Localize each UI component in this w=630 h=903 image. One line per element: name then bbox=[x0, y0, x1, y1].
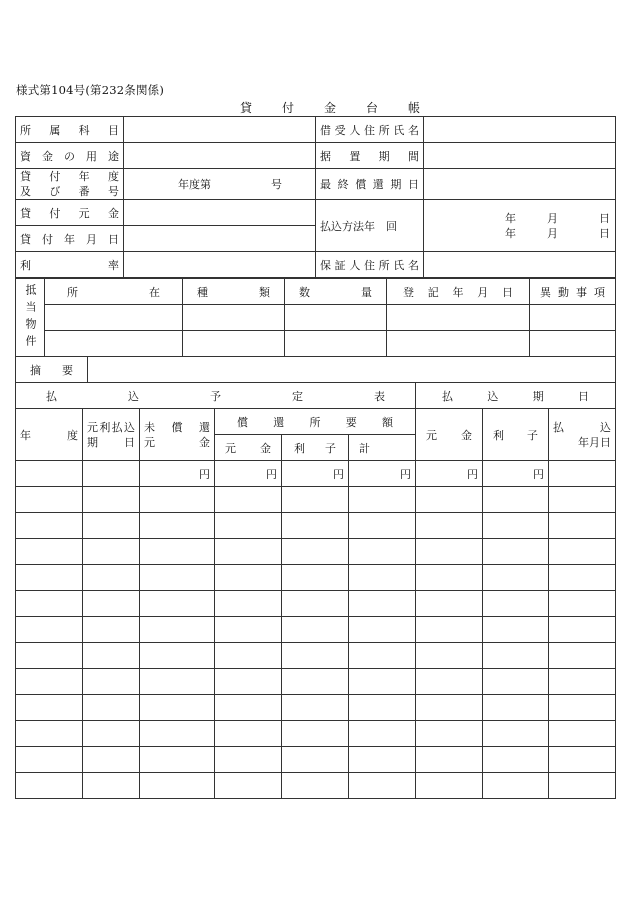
label-account: 所属科目 bbox=[16, 117, 124, 143]
schedule-cell[interactable] bbox=[549, 513, 616, 539]
schedule-cell[interactable] bbox=[416, 565, 483, 591]
schedule-cell[interactable] bbox=[83, 487, 140, 513]
label-summary: 摘要 bbox=[16, 357, 88, 383]
schedule-cell[interactable] bbox=[549, 487, 616, 513]
schedule-cell[interactable] bbox=[140, 773, 215, 799]
schedule-row bbox=[16, 721, 616, 747]
label-guarantor: 保証人住所氏名 bbox=[316, 252, 424, 278]
loan-year-number-field[interactable] bbox=[124, 169, 316, 200]
schedule-cell[interactable] bbox=[140, 643, 215, 669]
loan-info-table bbox=[15, 116, 616, 278]
schedule-cell[interactable] bbox=[16, 669, 83, 695]
schedule-cell[interactable] bbox=[215, 513, 282, 539]
collateral-cell[interactable] bbox=[387, 305, 530, 331]
label-interest-rate: 利 率 bbox=[16, 252, 124, 278]
collateral-cell[interactable] bbox=[387, 331, 530, 357]
sub-interest: 利子 bbox=[282, 435, 349, 461]
date-month-1: 月 bbox=[547, 211, 558, 225]
schedule-cell[interactable] bbox=[282, 669, 349, 695]
schedule-cell[interactable] bbox=[16, 539, 83, 565]
schedule-cell[interactable] bbox=[282, 721, 349, 747]
col-due-date-line1: 元利払込 bbox=[87, 420, 135, 434]
collateral-cell[interactable] bbox=[285, 331, 387, 357]
schedule-row bbox=[16, 695, 616, 721]
schedule-cell[interactable] bbox=[83, 513, 140, 539]
schedule-cell[interactable] bbox=[282, 747, 349, 773]
schedule-cell[interactable] bbox=[282, 487, 349, 513]
schedule-cell[interactable] bbox=[215, 747, 282, 773]
schedule-row bbox=[16, 539, 616, 565]
schedule-cell[interactable] bbox=[83, 747, 140, 773]
schedule-cell[interactable] bbox=[349, 773, 416, 799]
schedule-cell[interactable] bbox=[282, 539, 349, 565]
schedule-cell[interactable] bbox=[416, 669, 483, 695]
yen-unit: 円 bbox=[349, 461, 416, 487]
schedule-cell[interactable] bbox=[16, 591, 83, 617]
schedule-cell[interactable] bbox=[83, 773, 140, 799]
schedule-cell[interactable] bbox=[83, 669, 140, 695]
schedule-cell[interactable] bbox=[16, 617, 83, 643]
schedule-cell[interactable] bbox=[483, 539, 549, 565]
collateral-cell[interactable] bbox=[530, 305, 616, 331]
col-quantity: 数量 bbox=[285, 279, 387, 305]
schedule-row bbox=[16, 747, 616, 773]
schedule-cell[interactable] bbox=[215, 539, 282, 565]
collateral-cell[interactable] bbox=[530, 331, 616, 357]
schedule-cell[interactable] bbox=[282, 643, 349, 669]
payment-schedule-table bbox=[15, 382, 616, 799]
label-loan-year: 貸付年度 bbox=[20, 170, 119, 183]
col-paid-principal: 元金 bbox=[416, 409, 483, 461]
schedule-cell[interactable] bbox=[83, 591, 140, 617]
schedule-cell[interactable] bbox=[349, 617, 416, 643]
fund-use-field[interactable] bbox=[124, 143, 316, 169]
schedule-cell[interactable] bbox=[83, 695, 140, 721]
schedule-cell[interactable] bbox=[215, 721, 282, 747]
schedule-cell[interactable] bbox=[83, 617, 140, 643]
schedule-cell[interactable] bbox=[16, 513, 83, 539]
schedule-row bbox=[16, 565, 616, 591]
schedule-cell[interactable] bbox=[282, 617, 349, 643]
schedule-cell[interactable] bbox=[16, 773, 83, 799]
summary-field[interactable] bbox=[88, 357, 616, 383]
schedule-cell[interactable] bbox=[416, 617, 483, 643]
yen-unit: 円 bbox=[416, 461, 483, 487]
schedule-cell[interactable] bbox=[83, 643, 140, 669]
collateral-cell[interactable] bbox=[183, 331, 285, 357]
schedule-cell[interactable] bbox=[416, 513, 483, 539]
schedule-cell[interactable] bbox=[349, 721, 416, 747]
schedule-cell[interactable] bbox=[215, 591, 282, 617]
col-paid-date-line2: 年月日 bbox=[578, 435, 612, 449]
schedule-cell[interactable] bbox=[215, 669, 282, 695]
schedule-cell[interactable] bbox=[349, 513, 416, 539]
schedule-cell[interactable] bbox=[549, 747, 616, 773]
label-final-repayment: 最終償還期日 bbox=[316, 169, 424, 200]
sub-total: 計 bbox=[349, 435, 416, 461]
schedule-cell[interactable] bbox=[549, 539, 616, 565]
principal-field[interactable] bbox=[124, 200, 316, 226]
schedule-cell[interactable] bbox=[549, 643, 616, 669]
schedule-cell[interactable] bbox=[140, 487, 215, 513]
schedule-cell[interactable] bbox=[549, 721, 616, 747]
col-changes: 異動事項 bbox=[530, 279, 616, 305]
schedule-cell[interactable] bbox=[282, 565, 349, 591]
number-label: 号 bbox=[271, 178, 282, 191]
schedule-cell[interactable] bbox=[483, 565, 549, 591]
schedule-cell[interactable] bbox=[416, 643, 483, 669]
schedule-cell[interactable] bbox=[16, 487, 83, 513]
schedule-cell[interactable] bbox=[416, 721, 483, 747]
schedule-row bbox=[16, 643, 616, 669]
col-due-date bbox=[83, 409, 140, 461]
col-paid-date-line1: 払込 bbox=[553, 420, 612, 434]
interest-rate-field[interactable] bbox=[124, 252, 316, 278]
schedule-cell[interactable] bbox=[549, 565, 616, 591]
schedule-cell[interactable] bbox=[416, 695, 483, 721]
col-required-amount: 償還所要額 bbox=[215, 409, 416, 435]
schedule-cell[interactable] bbox=[349, 591, 416, 617]
schedule-cell[interactable] bbox=[483, 773, 549, 799]
col-paid-interest: 利子 bbox=[483, 409, 549, 461]
schedule-cell[interactable] bbox=[16, 643, 83, 669]
schedule-cell[interactable] bbox=[215, 643, 282, 669]
schedule-cell[interactable] bbox=[140, 539, 215, 565]
date-day-2: 日 bbox=[599, 226, 610, 240]
schedule-cell[interactable] bbox=[282, 773, 349, 799]
account-field[interactable] bbox=[124, 117, 316, 143]
schedule-cell[interactable] bbox=[483, 669, 549, 695]
borrower-field[interactable] bbox=[424, 117, 616, 143]
label-loan-number: 及び番号 bbox=[20, 185, 119, 198]
year-no-label: 年度第 bbox=[178, 178, 211, 191]
grace-period-field[interactable] bbox=[424, 143, 616, 169]
schedule-row bbox=[16, 487, 616, 513]
col-unpaid-line2: 元金 bbox=[144, 435, 210, 449]
schedule-cell[interactable] bbox=[349, 565, 416, 591]
guarantor-field[interactable] bbox=[424, 252, 616, 278]
schedule-cell[interactable] bbox=[140, 695, 215, 721]
date-month-2: 月 bbox=[547, 226, 558, 240]
schedule-row bbox=[16, 617, 616, 643]
schedule-row bbox=[16, 513, 616, 539]
date-year-1: 年 bbox=[505, 211, 516, 225]
schedule-cell[interactable] bbox=[215, 773, 282, 799]
schedule-cell[interactable] bbox=[282, 695, 349, 721]
yen-unit: 円 bbox=[215, 461, 282, 487]
schedule-actual-header: 払込期日 bbox=[416, 383, 616, 409]
collateral-cell[interactable] bbox=[45, 305, 183, 331]
payment-method-dates[interactable] bbox=[424, 200, 616, 252]
schedule-cell[interactable] bbox=[16, 747, 83, 773]
col-type: 種類 bbox=[183, 279, 285, 305]
date-day-1: 日 bbox=[599, 211, 610, 225]
schedule-cell[interactable] bbox=[416, 487, 483, 513]
schedule-cell[interactable] bbox=[549, 617, 616, 643]
label-loan-year-number bbox=[16, 169, 124, 200]
schedule-cell[interactable] bbox=[140, 591, 215, 617]
label-payment-method: 払込方法年 回 bbox=[316, 200, 424, 252]
schedule-cell[interactable] bbox=[349, 487, 416, 513]
date-year-2: 年 bbox=[505, 226, 516, 240]
schedule-cell[interactable] bbox=[83, 721, 140, 747]
schedule-cell[interactable] bbox=[215, 487, 282, 513]
label-collateral: 抵当物件 bbox=[16, 279, 45, 357]
label-principal: 貸付元金 bbox=[16, 200, 124, 226]
collateral-cell[interactable] bbox=[183, 305, 285, 331]
page-title: 貸付金台帳 bbox=[239, 101, 450, 115]
schedule-row bbox=[16, 773, 616, 799]
schedule-cell[interactable] bbox=[215, 565, 282, 591]
form-number: 様式第104号(第232条関係) bbox=[16, 83, 165, 97]
schedule-cell[interactable] bbox=[416, 773, 483, 799]
schedule-cell[interactable] bbox=[215, 617, 282, 643]
schedule-cell[interactable] bbox=[549, 669, 616, 695]
col-unpaid-principal bbox=[140, 409, 215, 461]
schedule-cell[interactable] bbox=[16, 461, 83, 487]
loan-date-field[interactable] bbox=[124, 226, 316, 252]
schedule-cell[interactable] bbox=[549, 591, 616, 617]
sub-principal: 元金 bbox=[215, 435, 282, 461]
schedule-cell[interactable] bbox=[83, 461, 140, 487]
schedule-cell[interactable] bbox=[549, 773, 616, 799]
schedule-row bbox=[16, 591, 616, 617]
schedule-cell[interactable] bbox=[416, 539, 483, 565]
schedule-cell[interactable] bbox=[483, 617, 549, 643]
schedule-cell[interactable] bbox=[483, 591, 549, 617]
schedule-cell[interactable] bbox=[349, 747, 416, 773]
collateral-cell[interactable] bbox=[45, 331, 183, 357]
schedule-cell[interactable] bbox=[16, 721, 83, 747]
schedule-cell[interactable] bbox=[349, 539, 416, 565]
schedule-cell[interactable] bbox=[483, 721, 549, 747]
label-loan-date: 貸付年月日 bbox=[16, 226, 124, 252]
label-grace-period: 据置期間 bbox=[316, 143, 424, 169]
schedule-cell[interactable] bbox=[349, 669, 416, 695]
schedule-cell[interactable] bbox=[416, 591, 483, 617]
schedule-cell[interactable] bbox=[16, 695, 83, 721]
label-borrower: 借受人住所氏名 bbox=[316, 117, 424, 143]
schedule-cell[interactable] bbox=[140, 565, 215, 591]
col-location: 所在 bbox=[45, 279, 183, 305]
yen-unit: 円 bbox=[483, 461, 549, 487]
schedule-cell[interactable] bbox=[140, 513, 215, 539]
schedule-cell[interactable] bbox=[83, 539, 140, 565]
summary-table bbox=[15, 356, 616, 383]
col-registration-date: 登記年月日 bbox=[387, 279, 530, 305]
schedule-cell[interactable] bbox=[282, 513, 349, 539]
schedule-cell[interactable] bbox=[483, 643, 549, 669]
schedule-cell[interactable] bbox=[549, 461, 616, 487]
schedule-cell[interactable] bbox=[416, 747, 483, 773]
schedule-cell[interactable] bbox=[483, 487, 549, 513]
collateral-cell[interactable] bbox=[285, 305, 387, 331]
collateral-table bbox=[15, 278, 616, 357]
schedule-cell[interactable] bbox=[83, 565, 140, 591]
schedule-cell[interactable] bbox=[483, 695, 549, 721]
schedule-cell[interactable] bbox=[483, 747, 549, 773]
schedule-cell[interactable] bbox=[282, 591, 349, 617]
schedule-cell[interactable] bbox=[349, 643, 416, 669]
yen-unit: 円 bbox=[140, 461, 215, 487]
schedule-cell[interactable] bbox=[549, 695, 616, 721]
schedule-row bbox=[16, 669, 616, 695]
schedule-cell[interactable] bbox=[483, 513, 549, 539]
final-repayment-field[interactable] bbox=[424, 169, 616, 200]
col-due-date-line2: 期日 bbox=[87, 435, 135, 449]
schedule-cell[interactable] bbox=[16, 565, 83, 591]
schedule-cell[interactable] bbox=[140, 747, 215, 773]
schedule-plan-header: 払込予定表 bbox=[16, 383, 416, 409]
schedule-cell[interactable] bbox=[215, 695, 282, 721]
schedule-cell[interactable] bbox=[140, 721, 215, 747]
schedule-cell[interactable] bbox=[140, 669, 215, 695]
schedule-cell[interactable] bbox=[349, 695, 416, 721]
yen-unit: 円 bbox=[282, 461, 349, 487]
col-paid-date bbox=[549, 409, 616, 461]
col-fiscal-year: 年度 bbox=[16, 409, 83, 461]
schedule-cell[interactable] bbox=[140, 617, 215, 643]
col-unpaid-line1: 未償還 bbox=[144, 420, 210, 434]
label-fund-use: 資金の用途 bbox=[16, 143, 124, 169]
